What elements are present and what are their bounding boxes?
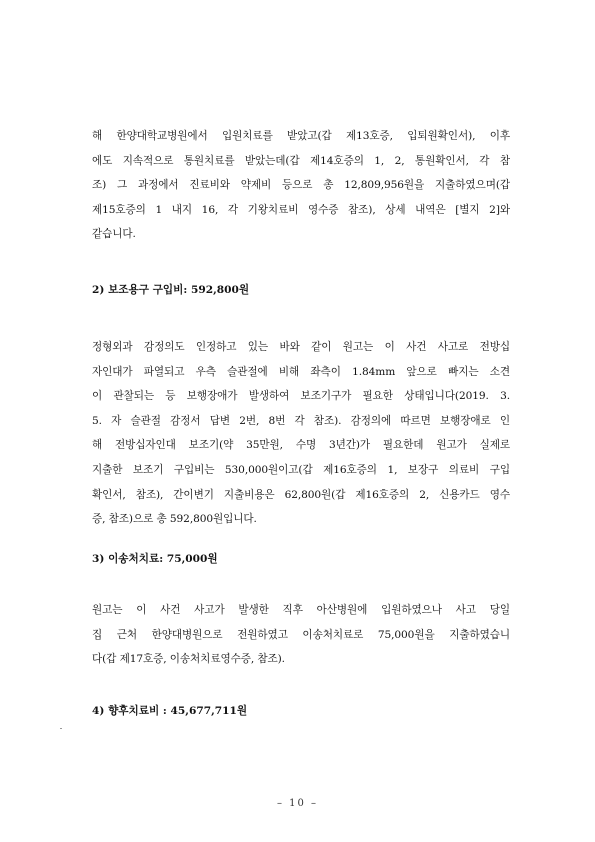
page-number: – 10 – — [276, 798, 319, 809]
section-heading-assistive-devices: 2) 보조용구 구입비: 592,800원 — [92, 284, 250, 296]
text-line: 증, 참조)으로 총 592,800원입니다. — [92, 513, 257, 526]
section-heading-future-treatment: 4) 향후치료비 : 45,677,711원 — [92, 705, 248, 717]
text-line: 해 전방십자인대 보조기(약 35만원, 수명 3년간)가 필요한데 원고가 실제로 — [92, 439, 510, 452]
text-line: 조) 그 과정에서 진료비와 약제비 등으로 총 12,809,956원을 지출하였으며(갑 — [92, 179, 510, 192]
margin-mark — [60, 728, 62, 729]
paragraph-transport — [92, 598, 510, 672]
text-line: 확인서, 참조), 간이변기 지출비용은 62,800원(갑 제16호증의 2, 신용카드 영수 — [92, 488, 510, 501]
section-heading-transport: 3) 이송처치료: 75,000원 — [92, 553, 218, 565]
text-line: 에도 지속적으로 통원치료를 받았는데(갑 제14호증의 1, 2, 통원확인서, 각 참 — [92, 154, 510, 167]
text-line: 정형외과 감정의도 인정하고 있는 바와 같이 원고는 이 사건 사고로 전방십 — [92, 341, 510, 353]
text-line: 다(갑 제17호증, 이송처치료영수증, 참조). — [92, 653, 285, 666]
paragraph-assistive-devices — [92, 335, 510, 532]
text-line: 같습니다. — [92, 228, 136, 241]
text-line: 이 관찰되는 등 보행장애가 발생하여 보조기구가 필요한 상태입니다(2019. 3. — [92, 390, 510, 403]
text-line: 해 한양대학교병원에서 입원치료를 받았고(갑 제13호증, 입퇴원확인서), 이후 — [92, 130, 510, 142]
text-line: 제15호증의 1 내지 16, 각 기왕치료비 영수증 참조), 상세 내역은 [별지 2]와 — [92, 203, 510, 216]
text-line: 지출한 보조기 구입비는 530,000원이고(갑 제16호증의 1, 보장구 의료비 구입 — [92, 463, 510, 476]
text-line: 5. 자 슬관절 감정서 답변 2번, 8번 각 참조). 감정의에 따르면 보행장애로 인 — [92, 414, 510, 427]
paragraph-medical-expenses — [92, 124, 510, 247]
text-line: 자인대가 파열되고 우측 슬관절에 비해 좌측이 1.84mm 앞으로 빠지는 소견 — [92, 365, 510, 378]
text-line: 집 근처 한양대병원으로 전원하였고 이송처치료로 75,000원을 지출하였습니 — [92, 628, 510, 641]
text-line: 원고는 이 사건 사고가 발생한 직후 아산병원에 입원하였으나 사고 당일 — [92, 604, 510, 616]
